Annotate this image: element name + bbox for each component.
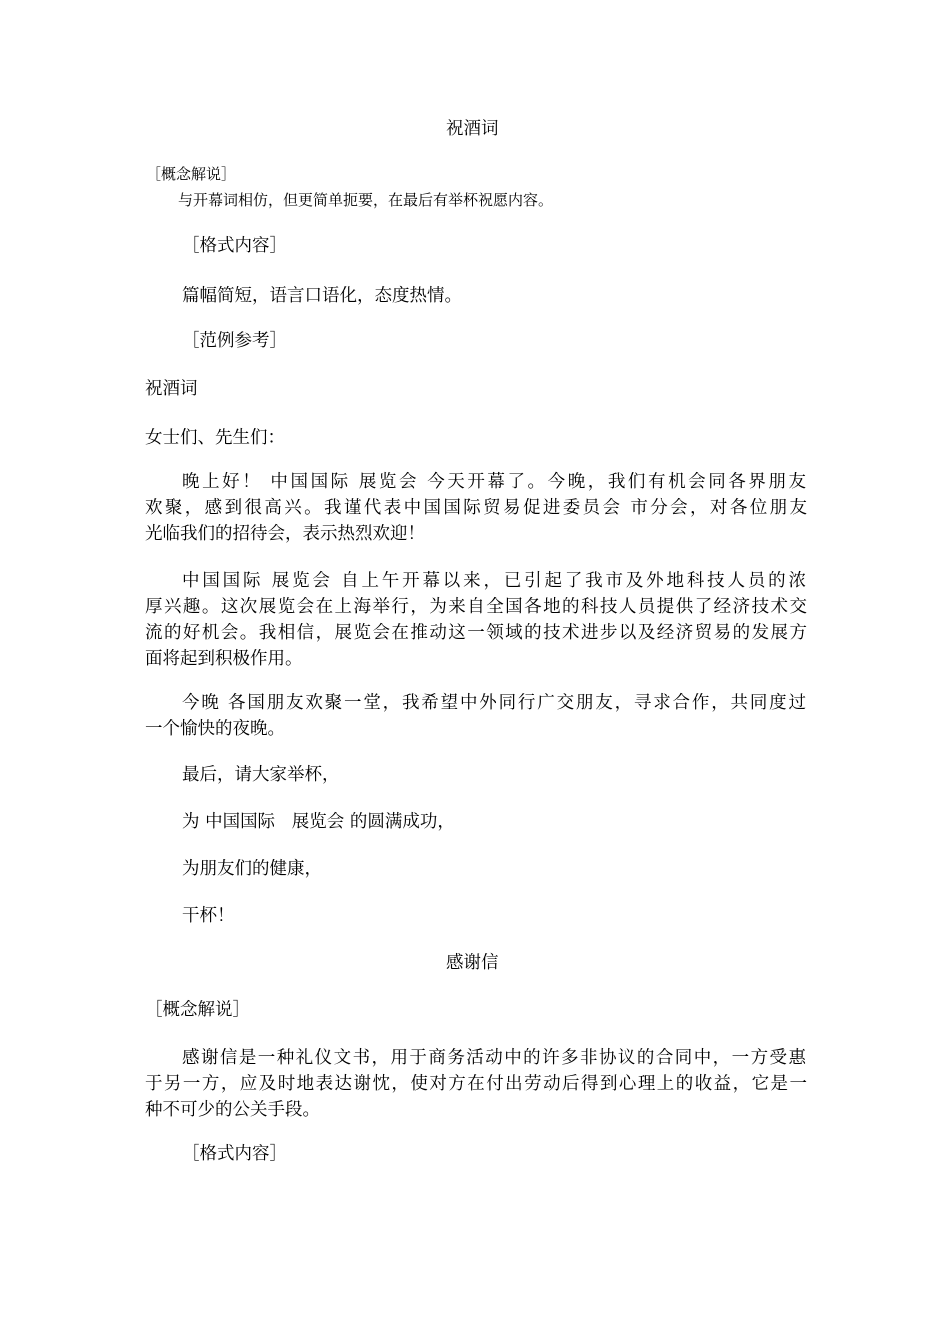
thanks-concept-heading: ［概念解说］ xyxy=(145,1000,250,1020)
concept-heading: ［概念解说］ xyxy=(146,165,237,183)
para2-line2: 厚兴趣。这次展览会在上海举行，为来自全国各地的科技人员提供了经济技术交 xyxy=(145,597,807,617)
toast-line4: 干杯！ xyxy=(182,906,235,926)
concept-text: 与开幕词相仿，但更简单扼要，在最后有举杯祝愿内容。 xyxy=(178,191,554,209)
salutation: 女士们、先生们： xyxy=(145,428,285,448)
para1-line1: 晚上好！ 中国国际 展览会 今天开幕了。今晚，我们有机会同各界朋友 xyxy=(182,472,806,492)
section-title-thanks: 感谢信 xyxy=(446,953,499,973)
format-heading: ［格式内容］ xyxy=(182,236,287,256)
toast-line1: 最后，请大家举杯， xyxy=(182,765,340,785)
example-heading: ［范例参考］ xyxy=(182,331,287,351)
thanks-para-line3: 种不可少的公关手段。 xyxy=(145,1100,320,1120)
para3-line1: 今晚 各国朋友欢聚一堂，我希望中外同行广交朋友，寻求合作，共同度过 xyxy=(182,693,806,713)
thanks-para-line2: 于另一方，应及时地表达谢忱，使对方在付出劳动后得到心理上的收益，它是一 xyxy=(145,1074,807,1094)
section-title-toast: 祝酒词 xyxy=(446,119,499,139)
thanks-para-line1: 感谢信是一种礼仪文书，用于商务活动中的许多非协议的合同中，一方受惠 xyxy=(182,1048,806,1068)
toast-line3: 为朋友们的健康， xyxy=(182,859,322,879)
format-text: 篇幅简短，语言口语化，态度热情。 xyxy=(182,286,462,306)
example-title: 祝酒词 xyxy=(145,379,198,399)
para1-line3: 光临我们的招待会，表示热烈欢迎！ xyxy=(145,524,425,544)
para2-line3: 流的好机会。我相信，展览会在推动这一领域的技术进步以及经济贸易的发展方 xyxy=(145,623,807,643)
para2-line4: 面将起到积极作用。 xyxy=(145,649,303,669)
para2-line1: 中国国际 展览会 自上午开幕以来，已引起了我市及外地科技人员的浓 xyxy=(182,571,806,591)
para3-line2: 一个愉快的夜晚。 xyxy=(145,719,285,739)
thanks-format-heading: ［格式内容］ xyxy=(182,1144,287,1164)
para1-line2: 欢聚，感到很高兴。我谨代表中国国际贸易促进委员会 市分会，对各位朋友 xyxy=(145,498,807,518)
toast-line2: 为 中国国际 展览会 的圆满成功， xyxy=(182,812,455,832)
